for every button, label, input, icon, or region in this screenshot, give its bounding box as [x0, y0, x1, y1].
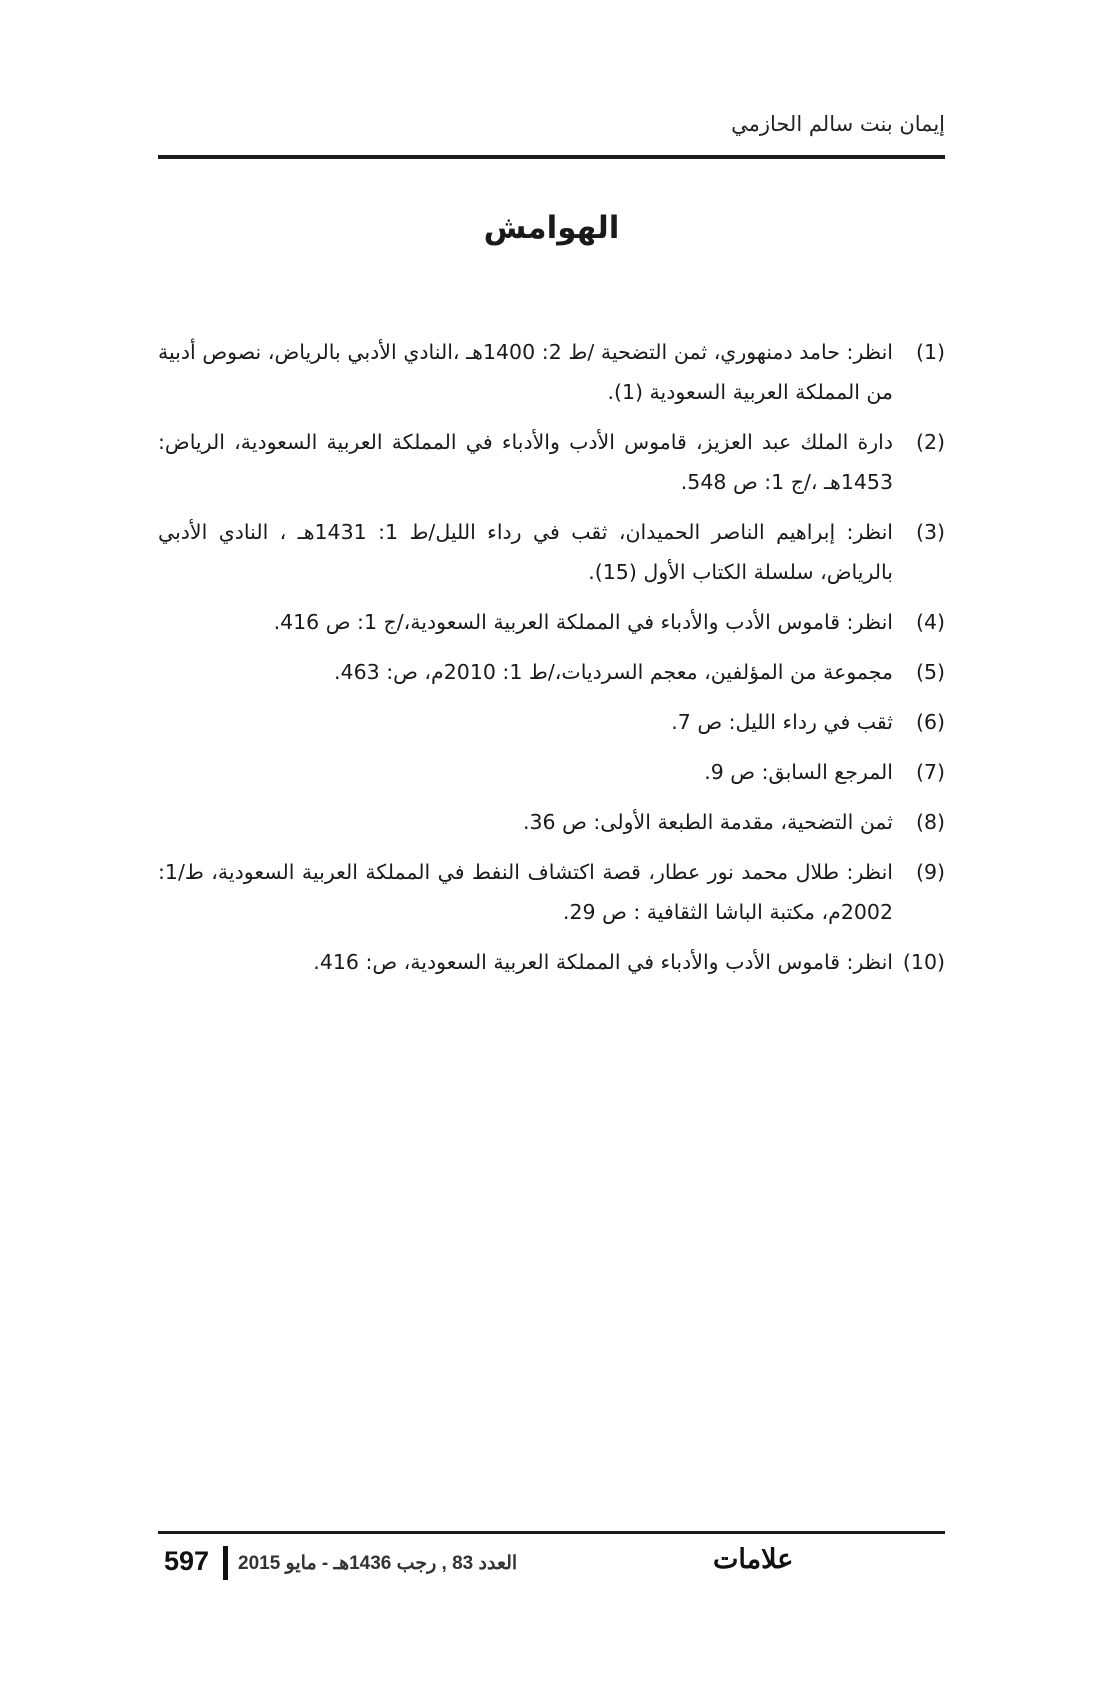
- footnote-item: [158, 852, 945, 932]
- footnote-text: انظر: قاموس الأدب والأدباء في المملكة العربية السعودية، ص: 416.: [313, 950, 893, 974]
- footnote-number: (1): [915, 340, 945, 364]
- running-head-author: إيمان بنت سالم الحازمي: [731, 112, 945, 136]
- footnote-text: ثمن التضحية، مقدمة الطبعة الأولى: ص 36.: [522, 810, 893, 834]
- footnote-text: انظر: إبراهيم الناصر الحميدان، ثقب في رداء الليل/ط 1: 1431هـ ، النادي الأدبي بالرياض، سلسلة الكتاب الأول (15).: [158, 520, 893, 584]
- footnote-number: (8): [915, 810, 945, 834]
- footnote-item: [158, 802, 945, 842]
- journal-logo: علامات: [713, 1544, 794, 1574]
- footnote-item: [158, 332, 945, 412]
- footnote-item: [158, 942, 945, 982]
- footnote-number: (10): [902, 950, 945, 974]
- footnote-number: (6): [915, 710, 945, 734]
- footnote-text: انظر: طلال محمد نور عطار، قصة اكتشاف النفط في المملكة العربية السعودية، ط/1: 2002م، مكتبة الباشا الثقافية : ص 29.: [158, 860, 893, 924]
- footnote-number: (4): [915, 610, 945, 634]
- page-number: 597: [164, 1546, 210, 1576]
- footnote-text: مجموعة من المؤلفين، معجم السرديات،/ط 1: 2010م، ص: 463.: [334, 660, 893, 684]
- footer-divider: [223, 1546, 228, 1580]
- footnote-text: دارة الملك عبد العزيز، قاموس الأدب والأدباء في المملكة العربية السعودية، الرياض: 1453هـ ،/ج 1: ص 548.: [158, 430, 893, 494]
- header-rule: [158, 155, 945, 159]
- footnote-number: (9): [915, 860, 945, 884]
- footnote-number: (3): [915, 520, 945, 544]
- footnote-number: (7): [915, 760, 945, 784]
- footer-rule: [158, 1531, 945, 1534]
- footnote-text: انظر: قاموس الأدب والأدباء في المملكة العربية السعودية،/ج 1: ص 416.: [273, 610, 893, 634]
- footnote-item: [158, 702, 945, 742]
- page-footer: [158, 1542, 945, 1588]
- footnote-item: [158, 422, 945, 502]
- footnote-item: [158, 752, 945, 792]
- footnote-number: (2): [915, 430, 945, 454]
- footnote-item: [158, 512, 945, 592]
- footnote-text: المرجع السابق: ص 9.: [704, 760, 893, 784]
- footnote-item: [158, 652, 945, 692]
- footnote-number: (5): [915, 660, 945, 684]
- issue-info: العدد 83 , رجب 1436هـ - مايو 2015: [238, 1553, 518, 1574]
- footnote-item: [158, 602, 945, 642]
- footnote-text: انظر: حامد دمنهوري، ثمن التضحية /ط 2: 1400هـ ،النادي الأدبي بالرياض، نصوص أدبية من المملكة العربية السعودية (1).: [158, 340, 893, 404]
- footnote-text: ثقب في رداء الليل: ص 7.: [671, 710, 893, 734]
- page-title: الهوامش: [483, 210, 620, 246]
- footnotes-list: [158, 332, 945, 992]
